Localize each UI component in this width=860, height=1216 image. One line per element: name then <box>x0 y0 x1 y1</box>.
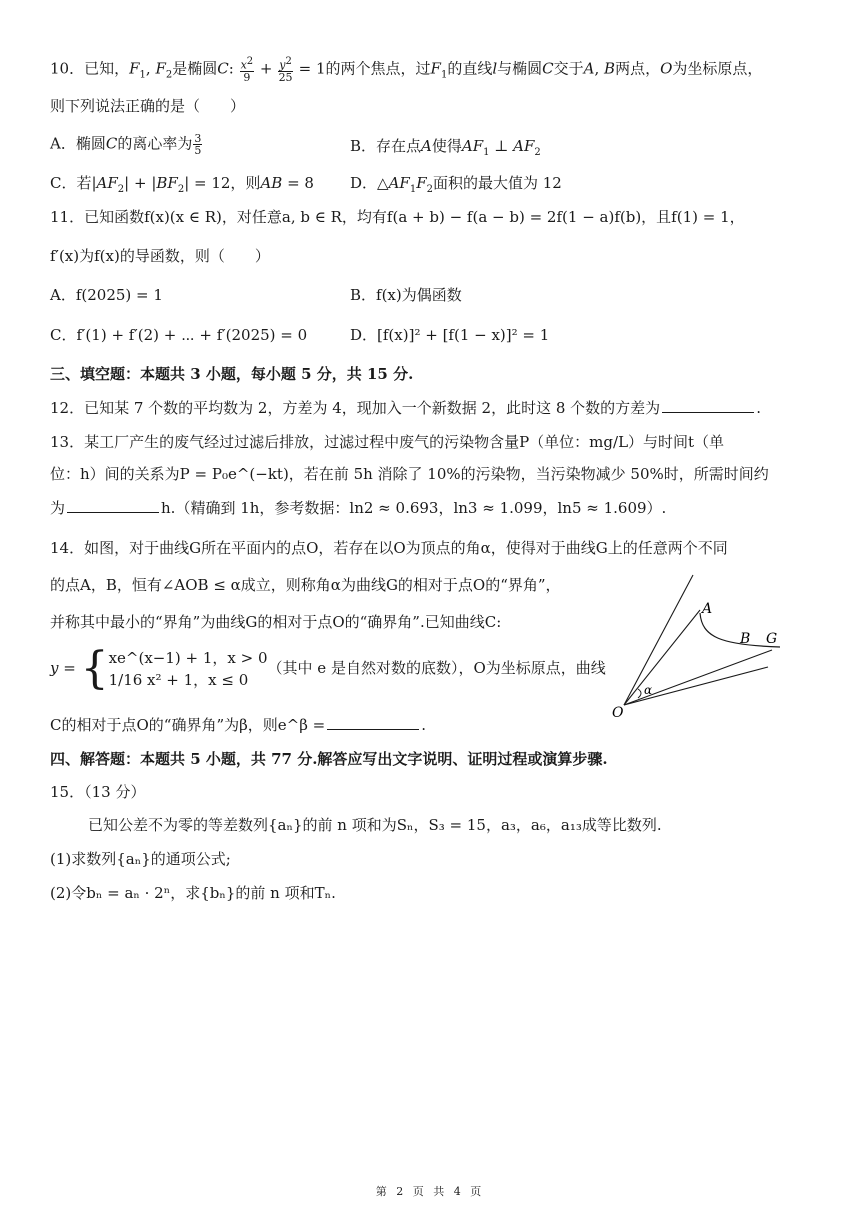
q11-stem-line2: f′(x)为f(x)的导函数，则（ ） <box>50 247 270 265</box>
q14-line5: C的相对于点O的“确界角”为β，则e^β = . <box>50 716 427 734</box>
q10-option-c: C．若$|AF_2| + |BF_2| = 12$，则AB = 8 <box>50 174 314 195</box>
q15-part1: (1)求数列{aₙ}的通项公式; <box>50 850 231 868</box>
q14-case-2: 1/16 x² + 1，x ≤ 0 <box>108 671 249 689</box>
label-alpha: α <box>644 683 653 697</box>
q10-stem-line1: 10．已知，$F_1$, $F_2$是椭圆C: $\frac{x^2}{9}$ + $\frac{y^2}{25}$ = 1的两个焦点，过$F_1$的直线l与椭圆C交于A, B两点，O为坐标原点， <box>50 56 763 84</box>
q12-stem: 12．已知某 7 个数的平均数为 2，方差为 4，现加入一个新数据 2，此时这 8 个数的方差为 . <box>50 399 761 417</box>
q14-figure <box>600 565 800 725</box>
q14-line1: 14．如图，对于曲线G所在平面内的点O，若存在以O为顶点的角α，使得对于曲线G上的任意两个不同 <box>50 539 728 557</box>
label-a: A <box>702 601 713 617</box>
q14-answer-blank <box>327 715 419 730</box>
q10-option-b: B．存在点A使得$AF_1$ ⊥ $AF_2$ <box>350 137 541 158</box>
q11-option-d: D．[f(x)]² + [f(1 − x)]² = 1 <box>350 326 550 344</box>
q15-heading: 15．（13 分） <box>50 783 146 801</box>
angle-arc <box>638 689 641 698</box>
q14-piecewise: y = { xe^(x−1) + 1，x > 0 1/16 x² + 1，x ≤ 0 （其中 e 是自然对数的底数），O为坐标原点，曲线 <box>50 643 606 694</box>
q13-line2: 位：h）间的关系为P = P₀e^(−kt)，若在前 5h 消除了 10%的污染物，当污染物减少 50%时，所需时间约 <box>50 465 769 483</box>
q13-answer-blank <box>67 498 159 513</box>
section-4-heading: 四、解答题：本题共 5 小题，共 77 分.解答应写出文字说明、证明过程或演算步骤. <box>50 750 608 768</box>
q11-option-a: A．f(2025) = 1 <box>50 286 163 304</box>
q11-stem-line1: 11．已知函数f(x)(x ∈ R)，对任意a, b ∈ R，均有f(a + b) − f(a − b) = 2f(1 − a)f(b)，且f(1) = 1， <box>50 208 745 226</box>
label-g: G <box>766 631 778 647</box>
q10-option-a: A．椭圆C的离心率为 $\frac{3}{5}$ <box>50 132 202 157</box>
q13-line3: 为 h.（精确到 1h，参考数据：ln2 ≈ 0.693，ln3 ≈ 1.099，ln5 ≈ 1.609）. <box>50 499 667 517</box>
q10-option-d: D．$\triangle AF_1F_2$面积的最大值为 12 <box>350 174 562 195</box>
q12-answer-blank <box>662 398 754 413</box>
q15-part2: (2)令bₙ = aₙ · 2ⁿ，求{bₙ}的前 n 项和Tₙ. <box>50 884 336 902</box>
section-3-heading: 三、填空题：本题共 3 小题，每小题 5 分，共 15 分. <box>50 365 414 383</box>
q14-line2: 的点A，B，恒有∠AOB ≤ α成立，则称角α为曲线G的相对于点O的“界角”， <box>50 576 561 594</box>
page-footer: 第 2 页 共 4 页 <box>375 1185 485 1198</box>
q14-line3: 并称其中最小的“界角”为曲线G的相对于点O的“确界角”.已知曲线C: <box>50 613 502 631</box>
q11-option-c: C．f′(1) + f′(2) + ⋯ + f′(2025) = 0 <box>50 326 308 344</box>
q15-stem: 已知公差不为零的等差数列{aₙ}的前 n 项和为Sₙ，S₃ = 15，a₃，a₆，a₁₃成等比数列. <box>88 816 662 834</box>
label-b: B <box>740 631 751 647</box>
q10-stem-line2: 则下列说法正确的是（ ） <box>50 97 246 115</box>
boundary-ray-upper <box>624 575 693 705</box>
q13-line1: 13．某工厂产生的废气经过过滤后排放，过滤过程中废气的污染物含量P（单位：mg/L）与时间t（单 <box>50 433 725 451</box>
label-o: O <box>612 705 624 721</box>
q14-case-1: xe^(x−1) + 1，x > 0 <box>108 649 268 667</box>
q11-option-b: B．f(x)为偶函数 <box>350 286 462 304</box>
